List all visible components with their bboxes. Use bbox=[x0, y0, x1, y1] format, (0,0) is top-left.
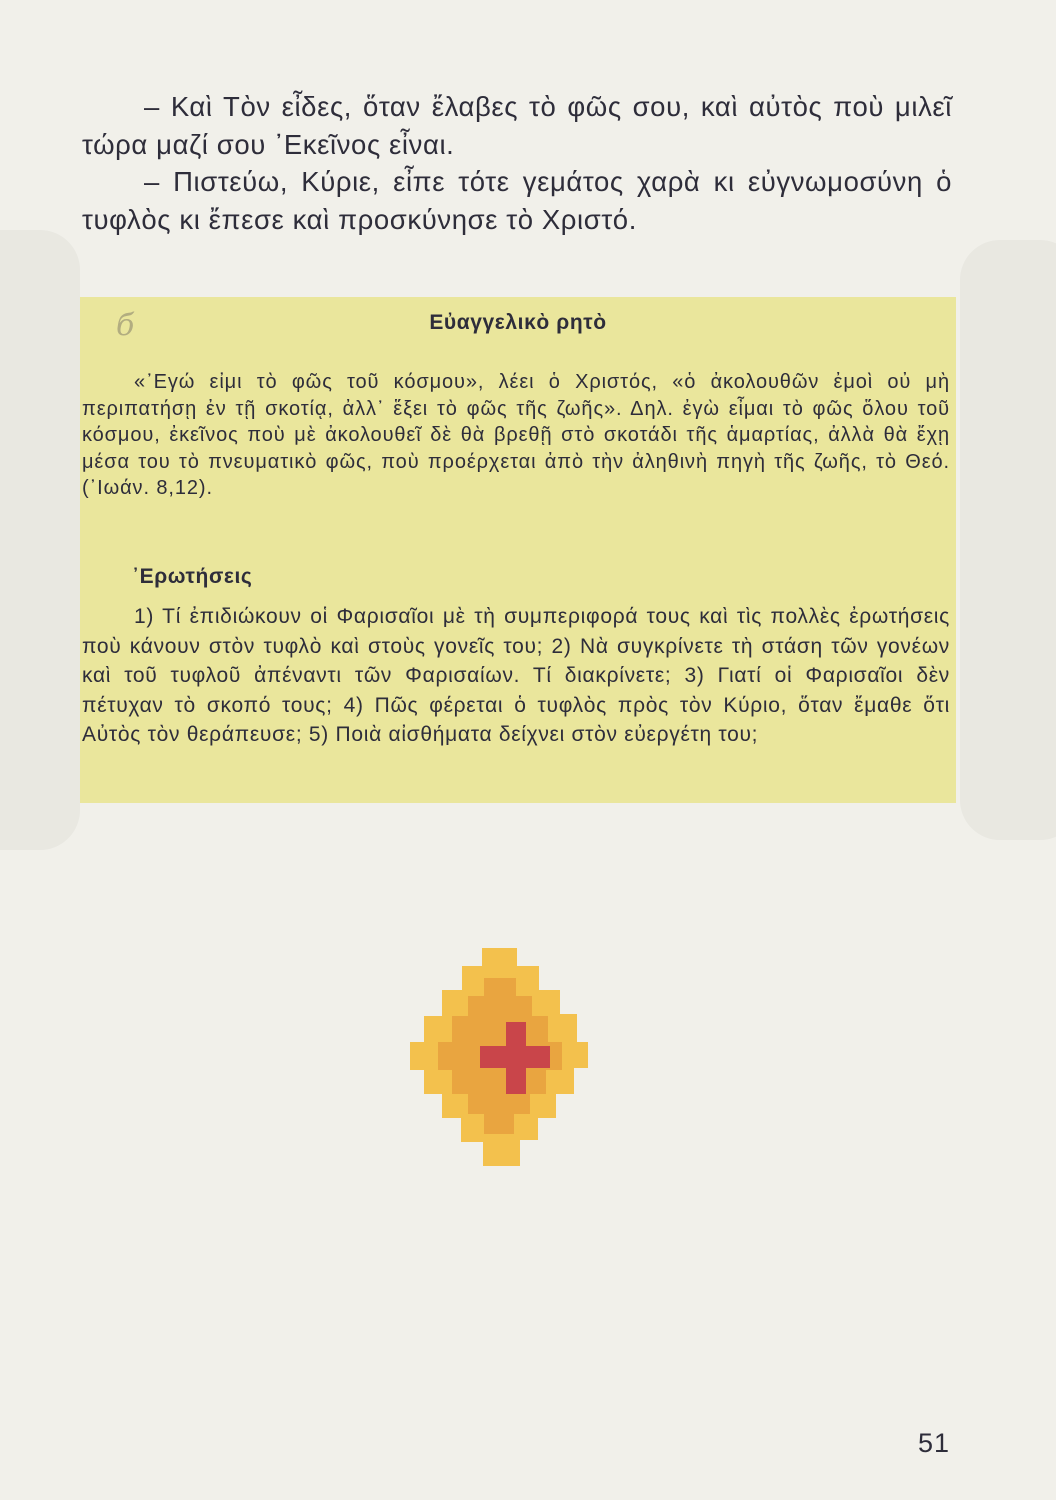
cross-ornament-icon bbox=[410, 948, 588, 1168]
gospel-verse-text bbox=[82, 369, 950, 502]
questions-paragraph: 1) Τί ἐπιδιώκουν οἱ Φαρισαῖοι μὲ τὴ συμπεριφορά τους καὶ τὶς πολλὲς ἐρωτήσεις ποὺ κάνουν στὸν τυφλὸ καὶ στοὺς γονεῖς του; 2) Νὰ συγκρίνετε τὴ στάση τῶν γονέων καὶ τοῦ τυφλοῦ ἀπέναντι τῶν Φαρισαίων. Τί διακρίνετε; 3) Γιατί οἱ Φαρισαῖοι δὲν πέτυχαν τὸ σκοπό τους; 4) Πῶς φέρεται ὁ τυφλὸς πρὸς τὸν Κύριο, ὅταν ἔμαθε ὅτι Αὐτὸς τὸν θεράπευσε; 5) Ποιὰ αἰσθήματα δείχνει στὸν εὐεργέτη του; bbox=[82, 605, 950, 746]
verse-paragraph: «᾿Εγώ εἰμι τὸ φῶς τοῦ κόσμου», λέει ὁ Χριστός, «ὁ ἀκολουθῶν ἐμοὶ οὐ μὴ περιπατήσῃ ἐν τῇ σκοτίᾳ, ἀλλ᾿ ἕξει τὸ φῶς τῆς ζωῆς». Δηλ. ἐγὼ εἶμαι τὸ φῶς ὅλου τοῦ κόσμου, ἐκεῖνος ποὺ μὲ ἀκολουθεῖ δὲ θὰ βρεθῇ στὸ σκοτάδι τῆς ἁμαρτίας, ἀλλὰ θὰ ἔχῃ μέσα του τὸ πνευματικὸ φῶς, ποὺ προέρχεται ἀπὸ τὴν ἀληθινὴ πηγὴ τῆς ζωῆς, τὸ Θεό. (᾿Ιωάν. 8,12). bbox=[82, 371, 950, 499]
intro-paragraph-1: – Καὶ Τὸν εἶδες, ὅταν ἔλαβες τὸ φῶς σου, καὶ αὐτὸς ποὺ μιλεῖ τώρα μαζί σου ᾿Εκεῖνος εἶναι. bbox=[82, 91, 952, 160]
page-number: 51 bbox=[918, 1428, 951, 1458]
questions-text bbox=[82, 602, 950, 750]
intro-text bbox=[82, 88, 952, 238]
intro-paragraph-2: – Πιστεύω, Κύριε, εἶπε τότε γεμάτος χαρὰ κι εὐγνωμοσύνη ὁ τυφλὸς κι ἔπεσε καὶ προσκύνησε τὸ Χριστό. bbox=[82, 166, 952, 235]
gospel-verse-title: Εὐαγγελικὸ ρητὸ bbox=[429, 311, 607, 334]
pencil-annotation: б bbox=[116, 308, 135, 343]
show-through-shape-left bbox=[0, 230, 80, 850]
questions-heading: ᾿Ερωτήσεις bbox=[132, 565, 253, 588]
show-through-shape-right bbox=[960, 240, 1056, 840]
